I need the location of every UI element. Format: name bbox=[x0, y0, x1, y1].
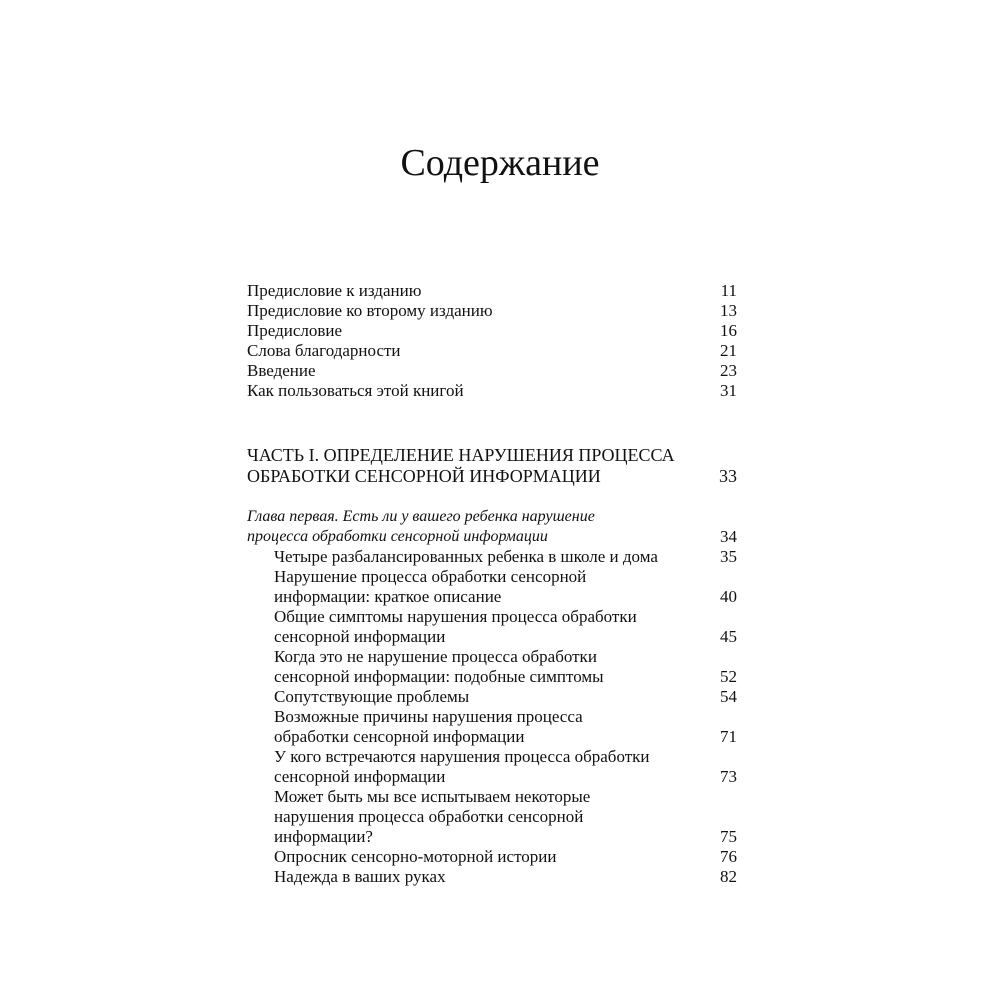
toc-entry-line: Опросник сенсорно-моторной истории bbox=[274, 847, 557, 866]
chapter-heading bbox=[247, 507, 737, 547]
toc-entry-line: информации: краткое описание bbox=[274, 587, 502, 606]
chapter-sections-list bbox=[247, 547, 737, 887]
toc-entry-label: Как пользоваться этой книгой bbox=[247, 381, 464, 400]
toc-entry-label bbox=[247, 707, 701, 747]
toc-entry-page: 21 bbox=[720, 341, 737, 360]
toc-entry-page: 82 bbox=[720, 867, 737, 886]
toc-entry-line: Может быть мы все испытываем некоторые bbox=[274, 787, 591, 806]
toc-entry-label: Введение bbox=[247, 361, 316, 380]
toc-entry bbox=[247, 321, 737, 341]
toc-entry-line: У кого встречаются нарушения процесса обработки bbox=[274, 747, 650, 766]
part-title-line: ОБРАБОТКИ СЕНСОРНОЙ ИНФОРМАЦИИ bbox=[247, 466, 601, 486]
toc-entry-line: информации? bbox=[274, 827, 373, 846]
toc-entry bbox=[247, 707, 737, 747]
toc-entry bbox=[247, 687, 737, 707]
toc-entry-line: нарушения процесса обработки сенсорной bbox=[274, 807, 584, 826]
toc-entry-page: 73 bbox=[720, 767, 737, 786]
toc-entry bbox=[247, 281, 737, 301]
toc-entry bbox=[247, 301, 737, 321]
toc-entry-page: 11 bbox=[720, 281, 737, 300]
toc-entry bbox=[247, 867, 737, 887]
toc-entry-page: 33 bbox=[719, 466, 737, 486]
toc-entry-label: Предисловие к изданию bbox=[247, 281, 422, 300]
toc-entry-label bbox=[247, 867, 701, 887]
toc-entry bbox=[247, 381, 737, 401]
toc-entry bbox=[247, 567, 737, 607]
toc-entry-label bbox=[247, 567, 701, 607]
toc-entry-line: Нарушение процесса обработки сенсорной bbox=[274, 567, 587, 586]
page-title: Содержание bbox=[400, 142, 600, 184]
toc-entry-label: Предисловие ко второму изданию bbox=[247, 301, 493, 320]
toc-entry-page: 34 bbox=[720, 527, 737, 546]
toc-entry-line: Надежда в ваших руках bbox=[274, 867, 446, 886]
toc-entry bbox=[247, 341, 737, 361]
toc-entry-page: 52 bbox=[720, 667, 737, 686]
toc-entry bbox=[247, 647, 737, 687]
toc-entry bbox=[247, 787, 737, 847]
toc-entry-page: 54 bbox=[720, 687, 737, 706]
toc-entry-page: 71 bbox=[720, 727, 737, 746]
toc-entry-line: Когда это не нарушение процесса обработки bbox=[274, 647, 597, 666]
toc-entry-page: 31 bbox=[720, 381, 737, 400]
toc-entry-label bbox=[247, 747, 701, 787]
toc-entry-page: 40 bbox=[720, 587, 737, 606]
toc-entry bbox=[247, 445, 737, 487]
part-title bbox=[247, 445, 701, 487]
toc-entry-page: 16 bbox=[720, 321, 737, 340]
chapter-title-line: Глава первая. Есть ли у вашего ребенка нарушение bbox=[247, 508, 595, 525]
toc-entry-page: 35 bbox=[720, 547, 737, 566]
toc-entry-label: Предисловие bbox=[247, 321, 343, 340]
toc-entry bbox=[247, 607, 737, 647]
toc-entry-line: Возможные причины нарушения процесса bbox=[274, 707, 583, 726]
toc-entry bbox=[247, 361, 737, 381]
toc-entry bbox=[247, 547, 737, 567]
toc-entry-line: Четыре разбалансированных ребенка в школе и дома bbox=[274, 547, 658, 566]
toc-entry-label bbox=[247, 847, 701, 867]
part-heading bbox=[247, 445, 737, 487]
toc-entry-page: 23 bbox=[720, 361, 737, 380]
toc-entry-page: 75 bbox=[720, 827, 737, 846]
front-matter-list bbox=[247, 281, 737, 401]
chapter-title-line: процесса обработки сенсорной информации bbox=[247, 528, 548, 545]
toc-entry-label bbox=[247, 547, 701, 567]
toc-entry bbox=[247, 747, 737, 787]
chapter-title bbox=[247, 507, 701, 547]
part-title-line: ЧАСТЬ I. ОПРЕДЕЛЕНИЕ НАРУШЕНИЯ ПРОЦЕССА bbox=[247, 445, 675, 465]
toc-entry-line: сенсорной информации bbox=[274, 767, 446, 786]
toc-entry-line: сенсорной информации: подобные симптомы bbox=[274, 667, 604, 686]
toc-entry-label bbox=[247, 647, 701, 687]
toc-entry-page: 76 bbox=[720, 847, 737, 866]
toc-entry-label bbox=[247, 687, 701, 707]
toc-entry-line: сенсорной информации bbox=[274, 627, 446, 646]
toc-entry-line: Сопутствующие проблемы bbox=[274, 687, 470, 706]
toc-entry-line: обработки сенсорной информации bbox=[274, 727, 525, 746]
toc-entry-label bbox=[247, 607, 701, 647]
toc-entry-line: Общие симптомы нарушения процесса обработки bbox=[274, 607, 637, 626]
toc-entry-page: 13 bbox=[720, 301, 737, 320]
toc-entry-page: 45 bbox=[720, 627, 737, 646]
toc-entry bbox=[247, 507, 737, 547]
toc-entry-label: Слова благодарности bbox=[247, 341, 401, 360]
toc-entry-label bbox=[247, 787, 701, 847]
toc-entry bbox=[247, 847, 737, 867]
